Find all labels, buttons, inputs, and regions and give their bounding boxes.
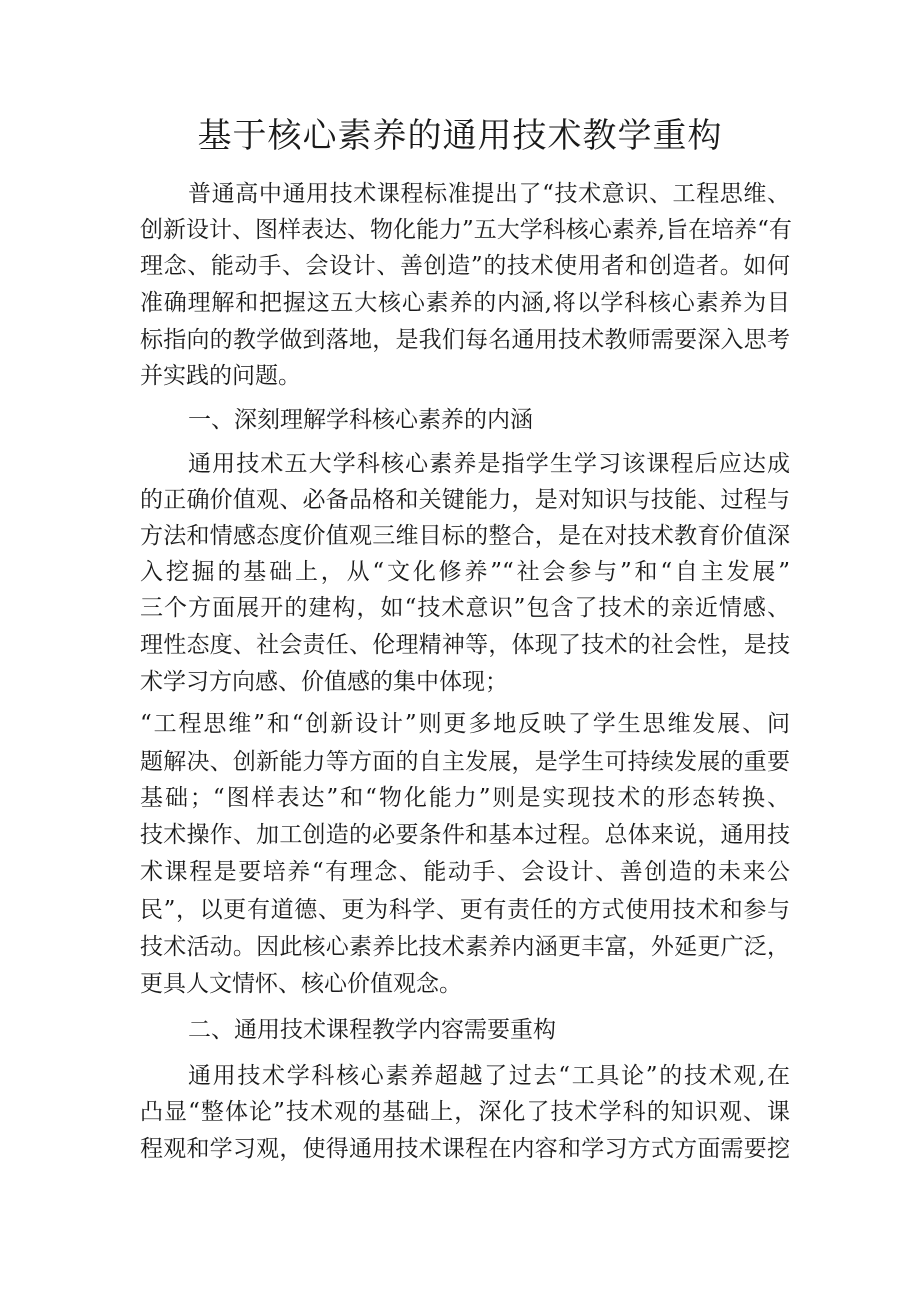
text-line: 的正确价值观、必备品格和关键能力，是对知识与技能、过程与 bbox=[140, 487, 790, 513]
text-line: 理性态度、社会责任、伦理精神等，体现了技术的社会性，是技 bbox=[140, 632, 790, 658]
text-line: 术学习方向感、价值感的集中体现； bbox=[140, 669, 508, 695]
text-line: 民”，以更有道德、更为科学、更有责任的方式使用技术和参与 bbox=[140, 897, 790, 923]
text-line: 标指向的教学做到落地，是我们每名通用技术教师需要深入思考 bbox=[140, 327, 790, 353]
text-line: 准确理解和把握这五大核心素养的内涵,将以学科核心素养为目 bbox=[140, 290, 790, 316]
text-line: 创新设计、图样表达、物化能力”五大学科核心素养,旨在培养“有 bbox=[140, 217, 792, 243]
document-title: 基于核心素养的通用技术教学重构 bbox=[197, 116, 723, 156]
text-line: “工程思维”和“创新设计”则更多地反映了学生思维发展、问 bbox=[140, 711, 790, 737]
text-line: 术课程是要培养“有理念、能动手、会设计、善创造的未来公 bbox=[140, 859, 790, 885]
text-line: 基础；“图样表达”和“物化能力”则是实现技术的形态转换、 bbox=[140, 785, 790, 811]
text-line: 普通高中通用技术课程标准提出了“技术意识、工程思维、 bbox=[188, 181, 790, 207]
text-line: 理念、能动手、会设计、善创造”的技术使用者和创造者。如何 bbox=[140, 253, 790, 279]
text-line: 方法和情感态度价值观三维目标的整合，是在对技术教育价值深 bbox=[140, 523, 790, 549]
text-line: 并实践的问题。 bbox=[140, 363, 301, 389]
text-line: 技术操作、加工创造的必要条件和基本过程。总体来说，通用技 bbox=[140, 822, 790, 848]
text-line: 入挖掘的基础上，从“文化修养”“社会参与”和“自主发展” bbox=[140, 559, 790, 585]
text-line: 技术活动。因此核心素养比技术素养内涵更丰富，外延更广泛， bbox=[140, 934, 790, 960]
text-line: 题解决、创新能力等方面的自主发展，是学生可持续发展的重要 bbox=[140, 749, 790, 775]
text-line: 凸显“整体论”技术观的基础上，深化了技术学科的知识观、课 bbox=[140, 1099, 790, 1125]
text-line: 通用技术五大学科核心素养是指学生学习该课程后应达成 bbox=[188, 451, 790, 477]
section-heading: 一、深刻理解学科核心素养的内涵 bbox=[188, 407, 533, 433]
text-line: 三个方面展开的建构，如“技术意识”包含了技术的亲近情感、 bbox=[140, 595, 790, 621]
text-line: 更具人文情怀、核心价值观念。 bbox=[140, 971, 462, 997]
text-line: 通用技术学科核心素养超越了过去“工具论”的技术观,在 bbox=[188, 1063, 790, 1089]
text-line: 程观和学习观，使得通用技术课程在内容和学习方式方面需要挖 bbox=[140, 1136, 790, 1162]
section-heading: 二、通用技术课程教学内容需要重构 bbox=[188, 1017, 556, 1043]
